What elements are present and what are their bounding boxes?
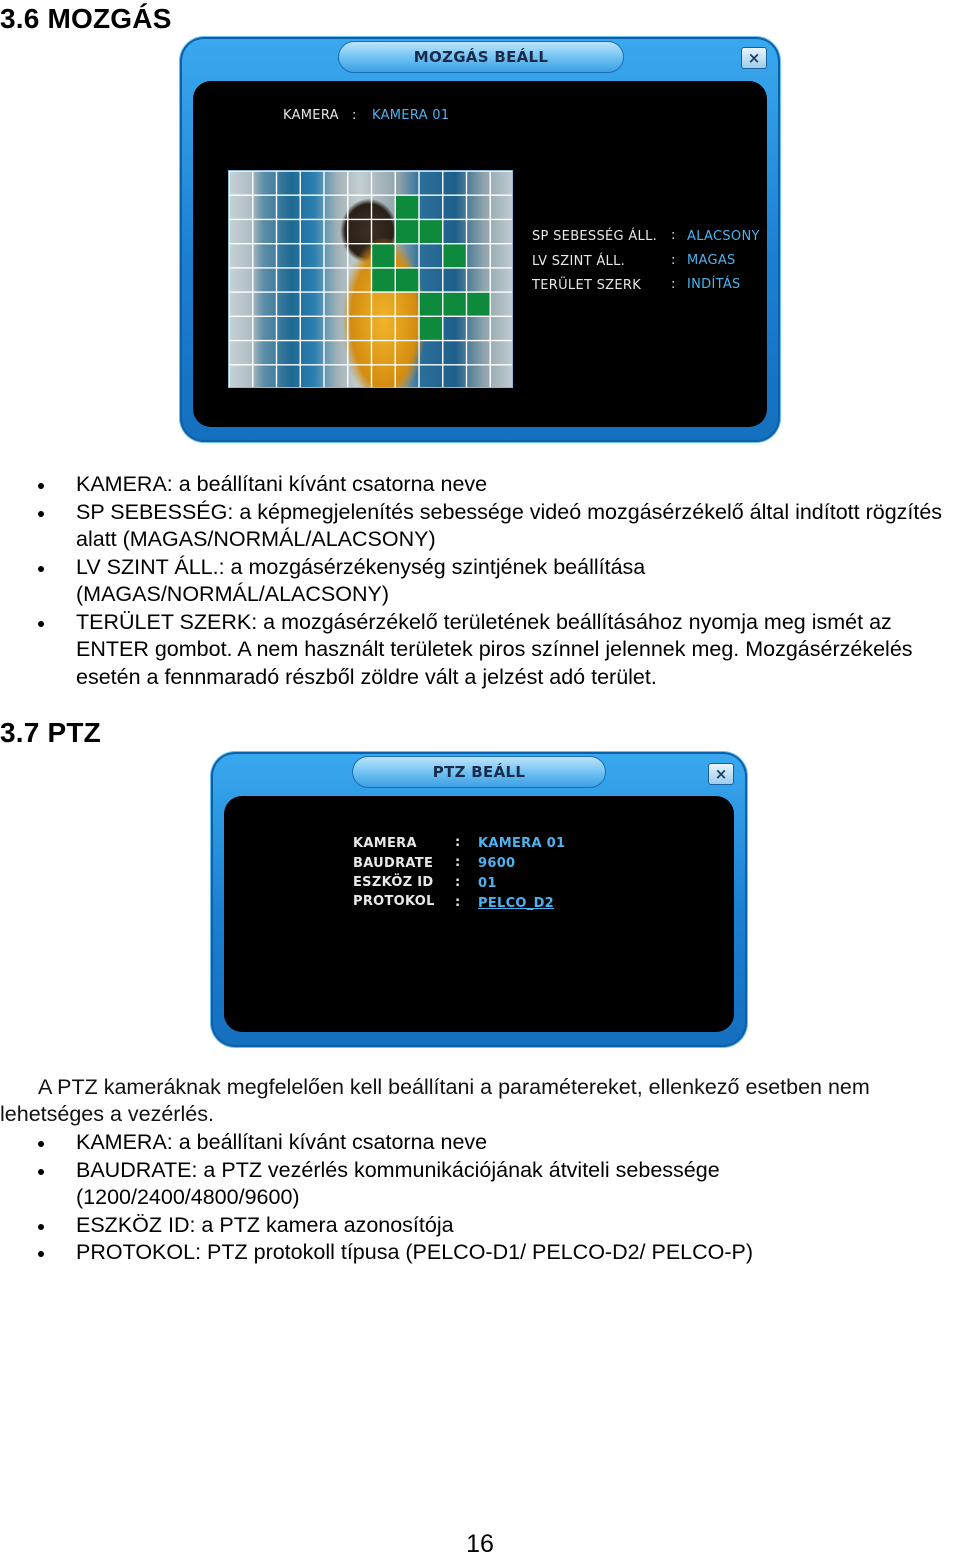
list-item <box>0 554 956 609</box>
grid-cell-active[interactable] <box>419 316 443 340</box>
page-number: 16 <box>466 1530 494 1558</box>
baudrate-value[interactable]: 9600 <box>478 856 516 871</box>
list-item <box>0 1239 956 1267</box>
area-edit-separator: : <box>671 277 676 292</box>
lv-level-label: LV SZINT ÁLL. <box>532 254 626 269</box>
ptz-bullet-list <box>0 1129 956 1267</box>
lv-level-value[interactable]: MAGAS <box>687 253 736 268</box>
device-id-label: ESZKÖZ ID <box>353 875 434 890</box>
bullet-icon <box>38 511 44 517</box>
bullet-icon <box>38 1169 44 1175</box>
ptz-intro-line2: lehetséges a vezérlés. <box>0 1102 214 1126</box>
dialog-title-bar <box>338 41 624 73</box>
bullet-icon <box>38 621 44 627</box>
sp-speed-value[interactable]: ALACSONY <box>687 229 760 244</box>
grid-cell-active[interactable] <box>443 244 467 268</box>
device-id-separator: : <box>455 875 461 890</box>
bullet-icon <box>38 1224 44 1230</box>
camera-label: KAMERA <box>283 108 339 123</box>
protocol-label: PROTOKOL <box>353 894 435 909</box>
grid-cell-active[interactable] <box>467 292 491 316</box>
dialog-title-bar <box>352 756 606 788</box>
grid-cell-active[interactable] <box>372 244 396 268</box>
list-item-text: KAMERA: a beállítani kívánt csatorna neve <box>76 472 488 496</box>
list-item <box>0 499 956 554</box>
list-item-text: KAMERA: a beállítani kívánt csatorna neve <box>76 1130 488 1154</box>
grid-cell-active[interactable] <box>372 268 396 292</box>
list-item <box>0 471 956 499</box>
ptz-intro-line1: A PTZ kameráknak megfelelően kell beállítani a paramétereket, ellenkező esetben nem <box>38 1075 870 1099</box>
dialog-title: MOZGÁS BEÁLL <box>413 48 549 66</box>
grid-cell-active[interactable] <box>395 268 419 292</box>
motion-bullet-list <box>0 471 956 691</box>
ptz-camera-value[interactable]: KAMERA 01 <box>478 836 566 851</box>
sp-speed-separator: : <box>671 228 676 243</box>
ptz-camera-separator: : <box>455 835 461 850</box>
baudrate-separator: : <box>455 855 461 870</box>
dialog-screen <box>224 796 734 1032</box>
camera-separator: : <box>352 108 357 123</box>
grid-cell-active[interactable] <box>419 219 443 243</box>
protocol-separator: : <box>455 895 461 910</box>
bullet-icon <box>38 566 44 572</box>
area-edit-value[interactable]: INDÍTÁS <box>687 277 741 292</box>
section-title-ptz: 3.7 PTZ <box>0 717 101 748</box>
close-icon[interactable]: × <box>741 47 767 69</box>
list-item <box>0 1129 956 1157</box>
list-item <box>0 1157 796 1212</box>
area-edit-label: TERÜLET SZERK <box>532 278 642 293</box>
list-item-text: LV SZINT ÁLL.: a mozgásérzékenység szintjének beállítása (MAGAS/NORMÁL/ALACSONY) <box>76 554 646 606</box>
list-item <box>0 609 956 692</box>
close-icon[interactable]: × <box>708 763 734 785</box>
list-item-text: BAUDRATE: a PTZ vezérlés kommunikációjának átviteli sebessége (1200/2400/4800/9600) <box>76 1157 720 1209</box>
grid-cell-active[interactable] <box>395 219 419 243</box>
list-item-text: ESZKÖZ ID: a PTZ kamera azonosítója <box>76 1212 454 1237</box>
ptz-camera-label: KAMERA <box>353 836 417 851</box>
list-item-text: TERÜLET SZERK: a mozgásérzékelő területének beállításához nyomja meg ismét az ENTER gombot. A nem használt területek piros színnel jelennek meg. Mozgásérzékelés esetén a fennmaradó részből zöldre vált a jelzést adó terület. <box>76 609 913 689</box>
baudrate-label: BAUDRATE <box>353 856 434 871</box>
protocol-value[interactable]: PELCO_D2 <box>478 896 555 911</box>
camera-value[interactable]: KAMERA 01 <box>372 108 450 123</box>
list-item-text: PROTOKOL: PTZ protokoll típusa (PELCO-D1/ PELCO-D2/ PELCO-P) <box>76 1240 754 1264</box>
sp-speed-label: SP SEBESSÉG ÁLL. <box>532 229 658 244</box>
bullet-icon <box>38 483 44 489</box>
list-item <box>0 1212 956 1240</box>
grid-cell-active[interactable] <box>443 292 467 316</box>
bullet-icon <box>38 1251 44 1257</box>
camera-preview-motion-grid[interactable] <box>228 170 513 388</box>
device-id-value[interactable]: 01 <box>478 876 497 891</box>
grid-cell-active[interactable] <box>395 195 419 219</box>
bullet-icon <box>38 1141 44 1147</box>
motion-grid[interactable] <box>229 171 513 388</box>
lv-level-separator: : <box>671 253 676 268</box>
dialog-title: PTZ BEÁLL <box>432 763 526 781</box>
section-title-mozgas: 3.6 MOZGÁS <box>0 3 172 34</box>
grid-cell-active[interactable] <box>419 292 443 316</box>
list-item-text: SP SEBESSÉG: a képmegjelenítés sebessége videó mozgásérzékelő által indított rögzítés alatt (MAGAS/NORMÁL/ALACSONY) <box>76 499 943 551</box>
